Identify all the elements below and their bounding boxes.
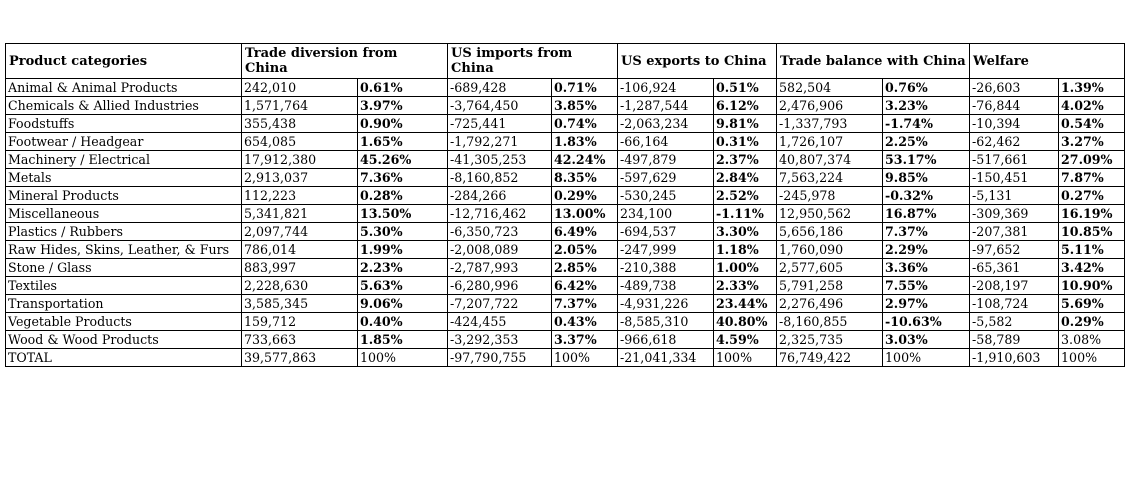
cell-us-exports-share: 0.51% bbox=[714, 79, 777, 97]
cell-trade-diversion-share: 0.28% bbox=[358, 187, 448, 205]
cell-us-imports-share: 3.85% bbox=[552, 97, 618, 115]
cell-trade-balance: 2,577,605 bbox=[777, 259, 883, 277]
table-row bbox=[6, 295, 1125, 313]
cell-category: Animal & Animal Products bbox=[6, 79, 242, 97]
cell-trade-diversion: 654,085 bbox=[242, 133, 358, 151]
cell-welfare-share: 3.42% bbox=[1059, 259, 1125, 277]
table-row bbox=[6, 151, 1125, 169]
cell-trade-balance-share: 0.76% bbox=[883, 79, 970, 97]
cell-welfare-share: 10.85% bbox=[1059, 223, 1125, 241]
cell-trade-diversion-share: 13.50% bbox=[358, 205, 448, 223]
cell-trade-balance-share: 3.23% bbox=[883, 97, 970, 115]
cell-us-exports: -530,245 bbox=[618, 187, 714, 205]
cell-trade-diversion: 786,014 bbox=[242, 241, 358, 259]
cell-trade-balance-share: 16.87% bbox=[883, 205, 970, 223]
cell-welfare: -10,394 bbox=[970, 115, 1059, 133]
cell-us-exports: -694,537 bbox=[618, 223, 714, 241]
cell-us-exports: 234,100 bbox=[618, 205, 714, 223]
cell-us-imports: -97,790,755 bbox=[448, 349, 552, 367]
header-trade-diversion: Trade diversion from China bbox=[242, 44, 448, 79]
cell-trade-diversion: 242,010 bbox=[242, 79, 358, 97]
cell-us-exports: -2,063,234 bbox=[618, 115, 714, 133]
table-row bbox=[6, 241, 1125, 259]
cell-category: Miscellaneous bbox=[6, 205, 242, 223]
cell-welfare: -108,724 bbox=[970, 295, 1059, 313]
cell-welfare: -1,910,603 bbox=[970, 349, 1059, 367]
cell-trade-balance-share: 3.03% bbox=[883, 331, 970, 349]
cell-us-exports: -597,629 bbox=[618, 169, 714, 187]
cell-category: Mineral Products bbox=[6, 187, 242, 205]
cell-welfare: -5,582 bbox=[970, 313, 1059, 331]
cell-us-exports: -66,164 bbox=[618, 133, 714, 151]
cell-us-imports: -3,764,450 bbox=[448, 97, 552, 115]
cell-welfare-share: 1.39% bbox=[1059, 79, 1125, 97]
cell-welfare-share: 5.11% bbox=[1059, 241, 1125, 259]
cell-category: Wood & Wood Products bbox=[6, 331, 242, 349]
cell-us-exports: -966,618 bbox=[618, 331, 714, 349]
cell-welfare-share: 3.08% bbox=[1059, 331, 1125, 349]
cell-us-exports-share: -1.11% bbox=[714, 205, 777, 223]
cell-us-imports: -3,292,353 bbox=[448, 331, 552, 349]
cell-us-exports: -106,924 bbox=[618, 79, 714, 97]
cell-trade-diversion-share: 0.40% bbox=[358, 313, 448, 331]
trade-welfare-table bbox=[5, 43, 1125, 367]
table-row bbox=[6, 205, 1125, 223]
cell-trade-diversion: 39,577,863 bbox=[242, 349, 358, 367]
cell-us-exports: -4,931,226 bbox=[618, 295, 714, 313]
cell-trade-balance: 2,476,906 bbox=[777, 97, 883, 115]
cell-us-imports: -6,350,723 bbox=[448, 223, 552, 241]
cell-us-exports-share: 40.80% bbox=[714, 313, 777, 331]
cell-trade-diversion: 883,997 bbox=[242, 259, 358, 277]
cell-trade-balance-share: 2.29% bbox=[883, 241, 970, 259]
cell-trade-balance: 582,504 bbox=[777, 79, 883, 97]
cell-us-imports: -725,441 bbox=[448, 115, 552, 133]
cell-welfare-share: 7.87% bbox=[1059, 169, 1125, 187]
cell-welfare: -62,462 bbox=[970, 133, 1059, 151]
cell-trade-diversion: 733,663 bbox=[242, 331, 358, 349]
cell-welfare: -5,131 bbox=[970, 187, 1059, 205]
cell-category: Plastics / Rubbers bbox=[6, 223, 242, 241]
cell-us-imports: -2,008,089 bbox=[448, 241, 552, 259]
cell-trade-balance: 76,749,422 bbox=[777, 349, 883, 367]
cell-us-exports-share: 2.84% bbox=[714, 169, 777, 187]
cell-welfare-share: 0.54% bbox=[1059, 115, 1125, 133]
cell-trade-diversion: 2,228,630 bbox=[242, 277, 358, 295]
table-row bbox=[6, 115, 1125, 133]
cell-trade-balance-share: -0.32% bbox=[883, 187, 970, 205]
cell-trade-diversion-share: 2.23% bbox=[358, 259, 448, 277]
cell-welfare-share: 16.19% bbox=[1059, 205, 1125, 223]
cell-trade-diversion-share: 9.06% bbox=[358, 295, 448, 313]
cell-us-imports: -424,455 bbox=[448, 313, 552, 331]
cell-us-imports-share: 0.43% bbox=[552, 313, 618, 331]
cell-trade-balance: 2,325,735 bbox=[777, 331, 883, 349]
cell-trade-balance-share: -1.74% bbox=[883, 115, 970, 133]
table-row bbox=[6, 97, 1125, 115]
cell-welfare-share: 27.09% bbox=[1059, 151, 1125, 169]
cell-us-imports-share: 100% bbox=[552, 349, 618, 367]
cell-trade-diversion-share: 5.63% bbox=[358, 277, 448, 295]
cell-category: Transportation bbox=[6, 295, 242, 313]
header-row bbox=[6, 44, 1125, 79]
cell-trade-diversion: 2,913,037 bbox=[242, 169, 358, 187]
table-row bbox=[6, 79, 1125, 97]
cell-us-exports-share: 4.59% bbox=[714, 331, 777, 349]
cell-us-exports-share: 23.44% bbox=[714, 295, 777, 313]
cell-trade-diversion: 112,223 bbox=[242, 187, 358, 205]
cell-trade-balance: 2,276,496 bbox=[777, 295, 883, 313]
cell-us-exports: -247,999 bbox=[618, 241, 714, 259]
cell-us-imports-share: 7.37% bbox=[552, 295, 618, 313]
total-row bbox=[6, 349, 1125, 367]
cell-trade-diversion: 5,341,821 bbox=[242, 205, 358, 223]
table-row bbox=[6, 313, 1125, 331]
cell-trade-balance: -245,978 bbox=[777, 187, 883, 205]
cell-trade-balance-share: 2.25% bbox=[883, 133, 970, 151]
cell-trade-balance-share: 100% bbox=[883, 349, 970, 367]
cell-welfare-share: 100% bbox=[1059, 349, 1125, 367]
table-row bbox=[6, 169, 1125, 187]
cell-trade-diversion: 17,912,380 bbox=[242, 151, 358, 169]
cell-us-imports: -284,266 bbox=[448, 187, 552, 205]
cell-trade-balance-share: 2.97% bbox=[883, 295, 970, 313]
cell-us-imports-share: 6.49% bbox=[552, 223, 618, 241]
cell-us-exports: -8,585,310 bbox=[618, 313, 714, 331]
cell-trade-diversion: 3,585,345 bbox=[242, 295, 358, 313]
cell-us-exports-share: 100% bbox=[714, 349, 777, 367]
cell-welfare-share: 0.29% bbox=[1059, 313, 1125, 331]
cell-category: Foodstuffs bbox=[6, 115, 242, 133]
cell-us-imports: -2,787,993 bbox=[448, 259, 552, 277]
header-us-imports: US imports from China bbox=[448, 44, 618, 79]
cell-us-imports: -689,428 bbox=[448, 79, 552, 97]
cell-welfare: -208,197 bbox=[970, 277, 1059, 295]
cell-us-exports-share: 3.30% bbox=[714, 223, 777, 241]
table-row bbox=[6, 133, 1125, 151]
cell-us-imports: -41,305,253 bbox=[448, 151, 552, 169]
cell-us-imports-share: 2.85% bbox=[552, 259, 618, 277]
cell-us-exports-share: 9.81% bbox=[714, 115, 777, 133]
cell-welfare-share: 3.27% bbox=[1059, 133, 1125, 151]
cell-trade-diversion-share: 0.61% bbox=[358, 79, 448, 97]
cell-welfare: -309,369 bbox=[970, 205, 1059, 223]
table-row bbox=[6, 277, 1125, 295]
cell-welfare-share: 5.69% bbox=[1059, 295, 1125, 313]
cell-welfare: -76,844 bbox=[970, 97, 1059, 115]
cell-welfare-share: 0.27% bbox=[1059, 187, 1125, 205]
cell-trade-balance-share: 9.85% bbox=[883, 169, 970, 187]
cell-trade-diversion: 1,571,764 bbox=[242, 97, 358, 115]
cell-trade-balance: 1,760,090 bbox=[777, 241, 883, 259]
table-row bbox=[6, 259, 1125, 277]
cell-trade-diversion-share: 1.85% bbox=[358, 331, 448, 349]
cell-us-exports-share: 0.31% bbox=[714, 133, 777, 151]
cell-category: TOTAL bbox=[6, 349, 242, 367]
cell-trade-balance: -8,160,855 bbox=[777, 313, 883, 331]
cell-welfare: -97,652 bbox=[970, 241, 1059, 259]
cell-us-imports-share: 0.71% bbox=[552, 79, 618, 97]
cell-welfare: -58,789 bbox=[970, 331, 1059, 349]
table-body bbox=[6, 79, 1125, 367]
cell-us-imports-share: 1.83% bbox=[552, 133, 618, 151]
cell-trade-balance-share: 7.55% bbox=[883, 277, 970, 295]
cell-category: Chemicals & Allied Industries bbox=[6, 97, 242, 115]
cell-us-exports: -210,388 bbox=[618, 259, 714, 277]
cell-us-exports-share: 6.12% bbox=[714, 97, 777, 115]
cell-trade-diversion-share: 7.36% bbox=[358, 169, 448, 187]
cell-trade-balance-share: 53.17% bbox=[883, 151, 970, 169]
cell-category: Metals bbox=[6, 169, 242, 187]
cell-trade-diversion-share: 1.65% bbox=[358, 133, 448, 151]
cell-trade-balance: 5,791,258 bbox=[777, 277, 883, 295]
cell-trade-diversion-share: 45.26% bbox=[358, 151, 448, 169]
cell-category: Footwear / Headgear bbox=[6, 133, 242, 151]
cell-trade-balance: -1,337,793 bbox=[777, 115, 883, 133]
cell-us-imports: -8,160,852 bbox=[448, 169, 552, 187]
cell-welfare: -150,451 bbox=[970, 169, 1059, 187]
cell-trade-balance: 12,950,562 bbox=[777, 205, 883, 223]
header-welfare: Welfare bbox=[970, 44, 1125, 79]
cell-us-imports-share: 8.35% bbox=[552, 169, 618, 187]
cell-us-exports-share: 1.00% bbox=[714, 259, 777, 277]
cell-us-imports-share: 3.37% bbox=[552, 331, 618, 349]
cell-trade-diversion-share: 3.97% bbox=[358, 97, 448, 115]
table-row bbox=[6, 187, 1125, 205]
cell-trade-diversion-share: 100% bbox=[358, 349, 448, 367]
cell-welfare: -26,603 bbox=[970, 79, 1059, 97]
cell-us-imports: -7,207,722 bbox=[448, 295, 552, 313]
cell-trade-balance: 1,726,107 bbox=[777, 133, 883, 151]
cell-us-imports: -6,280,996 bbox=[448, 277, 552, 295]
header-product-categories: Product categories bbox=[6, 44, 242, 79]
cell-trade-balance: 40,807,374 bbox=[777, 151, 883, 169]
cell-trade-balance-share: 3.36% bbox=[883, 259, 970, 277]
cell-us-exports: -497,879 bbox=[618, 151, 714, 169]
cell-us-exports: -489,738 bbox=[618, 277, 714, 295]
cell-us-exports-share: 2.33% bbox=[714, 277, 777, 295]
cell-trade-balance: 7,563,224 bbox=[777, 169, 883, 187]
cell-welfare: -207,381 bbox=[970, 223, 1059, 241]
table-row bbox=[6, 331, 1125, 349]
cell-us-exports-share: 1.18% bbox=[714, 241, 777, 259]
cell-category: Stone / Glass bbox=[6, 259, 242, 277]
cell-category: Vegetable Products bbox=[6, 313, 242, 331]
cell-us-imports: -12,716,462 bbox=[448, 205, 552, 223]
cell-trade-diversion: 355,438 bbox=[242, 115, 358, 133]
cell-us-imports-share: 13.00% bbox=[552, 205, 618, 223]
cell-welfare: -65,361 bbox=[970, 259, 1059, 277]
cell-trade-balance-share: 7.37% bbox=[883, 223, 970, 241]
cell-us-imports-share: 0.29% bbox=[552, 187, 618, 205]
table-row bbox=[6, 223, 1125, 241]
cell-trade-diversion-share: 1.99% bbox=[358, 241, 448, 259]
cell-welfare-share: 10.90% bbox=[1059, 277, 1125, 295]
cell-category: Textiles bbox=[6, 277, 242, 295]
cell-us-exports-share: 2.37% bbox=[714, 151, 777, 169]
cell-trade-diversion-share: 0.90% bbox=[358, 115, 448, 133]
cell-trade-balance: 5,656,186 bbox=[777, 223, 883, 241]
header-us-exports: US exports to China bbox=[618, 44, 777, 79]
cell-us-imports-share: 42.24% bbox=[552, 151, 618, 169]
cell-us-imports: -1,792,271 bbox=[448, 133, 552, 151]
cell-category: Machinery / Electrical bbox=[6, 151, 242, 169]
cell-welfare-share: 4.02% bbox=[1059, 97, 1125, 115]
cell-us-imports-share: 0.74% bbox=[552, 115, 618, 133]
cell-us-exports: -21,041,334 bbox=[618, 349, 714, 367]
cell-trade-balance-share: -10.63% bbox=[883, 313, 970, 331]
cell-trade-diversion: 2,097,744 bbox=[242, 223, 358, 241]
cell-trade-diversion: 159,712 bbox=[242, 313, 358, 331]
cell-us-imports-share: 2.05% bbox=[552, 241, 618, 259]
cell-welfare: -517,661 bbox=[970, 151, 1059, 169]
cell-us-exports: -1,287,544 bbox=[618, 97, 714, 115]
cell-us-exports-share: 2.52% bbox=[714, 187, 777, 205]
cell-category: Raw Hides, Skins, Leather, & Furs bbox=[6, 241, 242, 259]
header-trade-balance: Trade balance with China bbox=[777, 44, 970, 79]
cell-us-imports-share: 6.42% bbox=[552, 277, 618, 295]
cell-trade-diversion-share: 5.30% bbox=[358, 223, 448, 241]
